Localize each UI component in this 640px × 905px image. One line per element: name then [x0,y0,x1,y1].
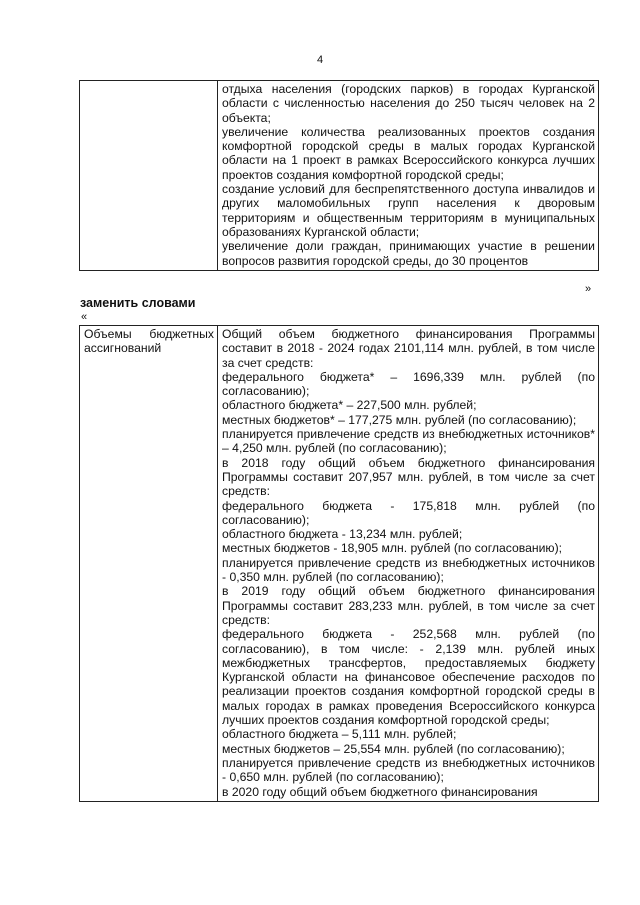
table1-left-cell [80,81,218,271]
page-number: 4 [316,54,324,66]
budget-line: в 2018 году общий объем бюджетного финансирования Программы составит 207,957 млн. рублей, в том числе за счет средств: [222,455,595,499]
goals-table [79,80,599,271]
budget-line: областного бюджета – 5,111 млн. рублей; [222,727,457,742]
budget-line: федерального бюджета - 252,568 млн. рублей (по согласованию), в том числе: - 2,139 млн. рублей иных межбюджетных трансфертов, предоставляемых бюджету Курганской области на финансовое обеспечение расходов по реализации проектов создания комфортной городской среды в малых городах в рамках проведения Всероссийского конкурса лучших проектов создания комфортной городской среды; [222,627,595,728]
table1-line: создание условий для беспрепятственного доступа инвалидов и других маломобильных групп населения к дворовым территориям и общественным территориям в муниципальных образованиях Курганской области; [222,182,595,239]
budget-line: Общий объем бюджетного финансирования Программы составит в 2018 - 2024 годах 2101,114 млн. рублей, в том числе за счет средств: [222,327,595,370]
budget-line: областного бюджета - 13,234 млн. рублей; [222,527,463,542]
table1-line: увеличение количества реализованных проектов создания комфортной городской среды в малых городах Курганской области на 1 проект в рамках Всероссийского конкурса лучших проектов создания комфортной городской среды; [222,124,595,182]
table-row [80,81,599,271]
table1-line: увеличение доли граждан, принимающих участие в решении вопросов развития городской среды, до 30 процентов [222,239,595,268]
budget-label: Объемы бюджетных ассигнований [84,327,214,356]
budget-line: планируется привлечение средств из внебюджетных источников - 0,350 млн. рублей (по согласованию); [222,555,595,585]
closing-quote: » [585,283,592,295]
budget-table [79,325,599,802]
budget-line: федерального бюджета* – 1696,339 млн. рублей (по согласованию); [222,369,595,399]
budget-line: в 2020 году общий объем бюджетного финансирования [222,784,538,799]
budget-line: областного бюджета* – 227,500 млн. рублей; [222,398,477,413]
budget-line: в 2019 году общий объем бюджетного финансирования Программы составит 283,233 млн. рублей, в том числе за счет средств: [222,584,595,627]
budget-line: планируется привлечение средств из внебюджетных источников* – 4,250 млн. рублей (по согласованию); [222,427,595,456]
opening-quote: « [81,311,88,323]
budget-line: местных бюджетов - 18,905 млн. рублей (по согласованию); [222,541,563,556]
table-row [80,326,599,802]
budget-label-cell [80,326,218,802]
budget-line: местных бюджетов* – 177,275 млн. рублей (по согласованию); [222,412,577,427]
budget-line: федерального бюджета - 175,818 млн. рублей (по согласованию); [222,498,595,527]
budget-details-cell [218,326,599,802]
table1-line: отдыха населения (городских парков) в городах Курганской области с численностью населения до 250 тысяч человек на 2 объекта; [222,82,595,125]
budget-line: планируется привлечение средств из внебюджетных источников - 0,650 млн. рублей (по согласованию); [222,755,595,785]
table1-right-cell [218,81,599,271]
replace-heading: заменить словами [80,296,196,310]
budget-line: местных бюджетов – 25,554 млн. рублей (по согласованию); [222,741,565,756]
